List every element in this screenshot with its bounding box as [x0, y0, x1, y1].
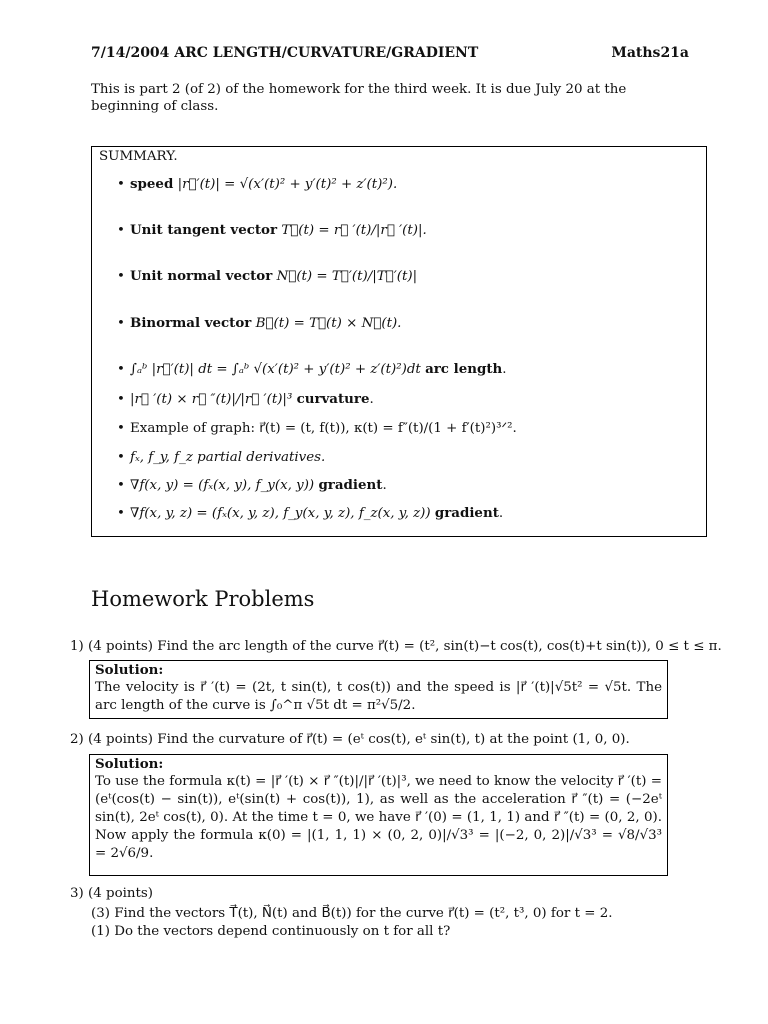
bullet: •: [117, 478, 125, 493]
header-title: 7/14/2004 ARC LENGTH/CURVATURE/GRADIENT: [91, 45, 479, 61]
summary-title: SUMMARY.: [99, 149, 178, 164]
summary-item-speed: [117, 176, 397, 193]
solution-label: Solution:: [95, 756, 164, 772]
summary-formula: |r⃗ ′(t) × r⃗ ″(t)|/|r⃗ ′(t)|³: [130, 392, 293, 407]
summary-formula: |r⃗′(t)| = √(x′(t)² + y′(t)² + z′(t)²).: [177, 177, 398, 192]
bullet: •: [117, 506, 125, 521]
solution-label: Solution:: [95, 662, 164, 678]
problem-1: [70, 638, 722, 655]
summary-term: speed: [130, 176, 174, 192]
solution-text: To use the formula κ(t) = |r⃗ ′(t) × r⃗ ″(t)|/|r⃗ ′(t)|³, we need to know the velocity r⃗ ′(t) = (eᵗ(cos(t) − sin(t)), eᵗ(sin(t) + cos(t)), 1), as well as the acceleration r⃗ ″(t) = (−2eᵗ sin(t), 2eᵗ cos(t), 0). At the time t = 0, we have r⃗ ′(0) = (1, 1, 1) and r⃗ ″(t) = (0, 2, 0). Now apply the formula κ(0) = |(1, 1, 1) × (0, 2, 0)|/√3³ = |(−2, 0, 2)|/√3³ = √8/√3³ = 2√6/9.: [95, 774, 662, 861]
bullet: •: [117, 223, 125, 238]
summary-box: [91, 146, 707, 537]
summary-end: .: [502, 362, 507, 377]
summary-text: fₓ, f_y, f_z partial derivatives.: [130, 450, 326, 465]
problem-text: (4 points): [88, 886, 154, 901]
summary-formula: ∇f(x, y) = (fₓ(x, y), f_y(x, y)): [130, 478, 315, 493]
summary-term: Unit tangent vector: [130, 222, 278, 238]
summary-item-unit-normal: [117, 268, 417, 285]
solution-box-1: [89, 660, 668, 719]
problem-number: 2): [70, 732, 84, 747]
summary-item-gradient-3d: [117, 505, 503, 522]
summary-end: .: [498, 506, 504, 521]
bullet: •: [117, 392, 125, 407]
summary-item-unit-tangent: [117, 222, 427, 239]
summary-item-arc-length: [117, 361, 507, 378]
summary-formula: N⃗(t) = T⃗′(t)/|T⃗′(t)|: [276, 269, 418, 284]
bullet: •: [117, 316, 125, 331]
summary-item-binormal: [117, 315, 401, 332]
summary-end: .: [369, 392, 374, 407]
problem-text: (4 points) Find the arc length of the curve r⃗(t) = (t², sin(t)−t cos(t), cos(t)+t sin(t)), 0 ≤ t ≤ π.: [88, 639, 722, 654]
intro-paragraph: This is part 2 (of 2) of the homework for the third week. It is due July 20 at the beginning of class.: [91, 82, 627, 115]
bullet: •: [117, 421, 125, 436]
bullet: •: [117, 362, 125, 377]
summary-item-graph-example: [117, 420, 517, 437]
summary-term: Unit normal vector: [130, 268, 273, 284]
problem-2: [70, 731, 630, 748]
problem-number: 1): [70, 639, 84, 654]
problem-3-part-b: (1) Do the vectors depend continuously on t for all t?: [91, 924, 451, 939]
summary-item-curvature: [117, 391, 374, 408]
solution-text: The velocity is r⃗ ′(t) = (2t, t sin(t), t cos(t)) and the speed is |r⃗ ′(t)|√5t² = √5t. The arc length of the curve is ∫₀^π √5t dt = π²√5/2.: [95, 680, 662, 713]
header-course: Maths21a: [611, 45, 689, 61]
summary-term: curvature: [296, 391, 370, 407]
summary-formula: ∫ₐᵇ |r⃗′(t)| dt = ∫ₐᵇ √(x′(t)² + y′(t)² + z′(t)²)dt: [130, 362, 421, 377]
section-title: Homework Problems: [91, 587, 315, 611]
summary-term: gradient: [434, 505, 499, 521]
problem-3-part-a: (3) Find the vectors T⃗(t), N⃗(t) and B⃗(t)) for the curve r⃗(t) = (t², t³, 0) for t = 2.: [91, 906, 613, 921]
page-header: [91, 44, 689, 62]
problem-number: 3): [70, 886, 84, 901]
summary-term: arc length: [425, 361, 503, 377]
summary-end: .: [382, 478, 387, 493]
summary-text: Example of graph: r⃗(t) = (t, f(t)), κ(t) = f″(t)/(1 + f′(t)²)³ᐟ².: [130, 421, 517, 436]
problem-text: (4 points) Find the curvature of r⃗(t) = (eᵗ cos(t), eᵗ sin(t), t) at the point (1, 0, 0).: [88, 732, 630, 747]
summary-formula: T⃗(t) = r⃗ ′(t)/|r⃗ ′(t)|.: [281, 223, 427, 238]
summary-formula: ∇f(x, y, z) = (fₓ(x, y, z), f_y(x, y, z), f_z(x, y, z)): [130, 506, 431, 521]
summary-term: Binormal vector: [130, 315, 252, 331]
bullet: •: [117, 269, 125, 284]
summary-formula: B⃗(t) = T⃗(t) × N⃗(t).: [255, 316, 402, 331]
solution-box-2: [89, 754, 668, 876]
bullet: •: [117, 450, 125, 465]
summary-item-partials: [117, 449, 325, 466]
summary-term: gradient: [318, 477, 383, 493]
problem-3: [70, 885, 153, 902]
summary-item-gradient-2d: [117, 477, 387, 494]
bullet: •: [117, 177, 125, 192]
